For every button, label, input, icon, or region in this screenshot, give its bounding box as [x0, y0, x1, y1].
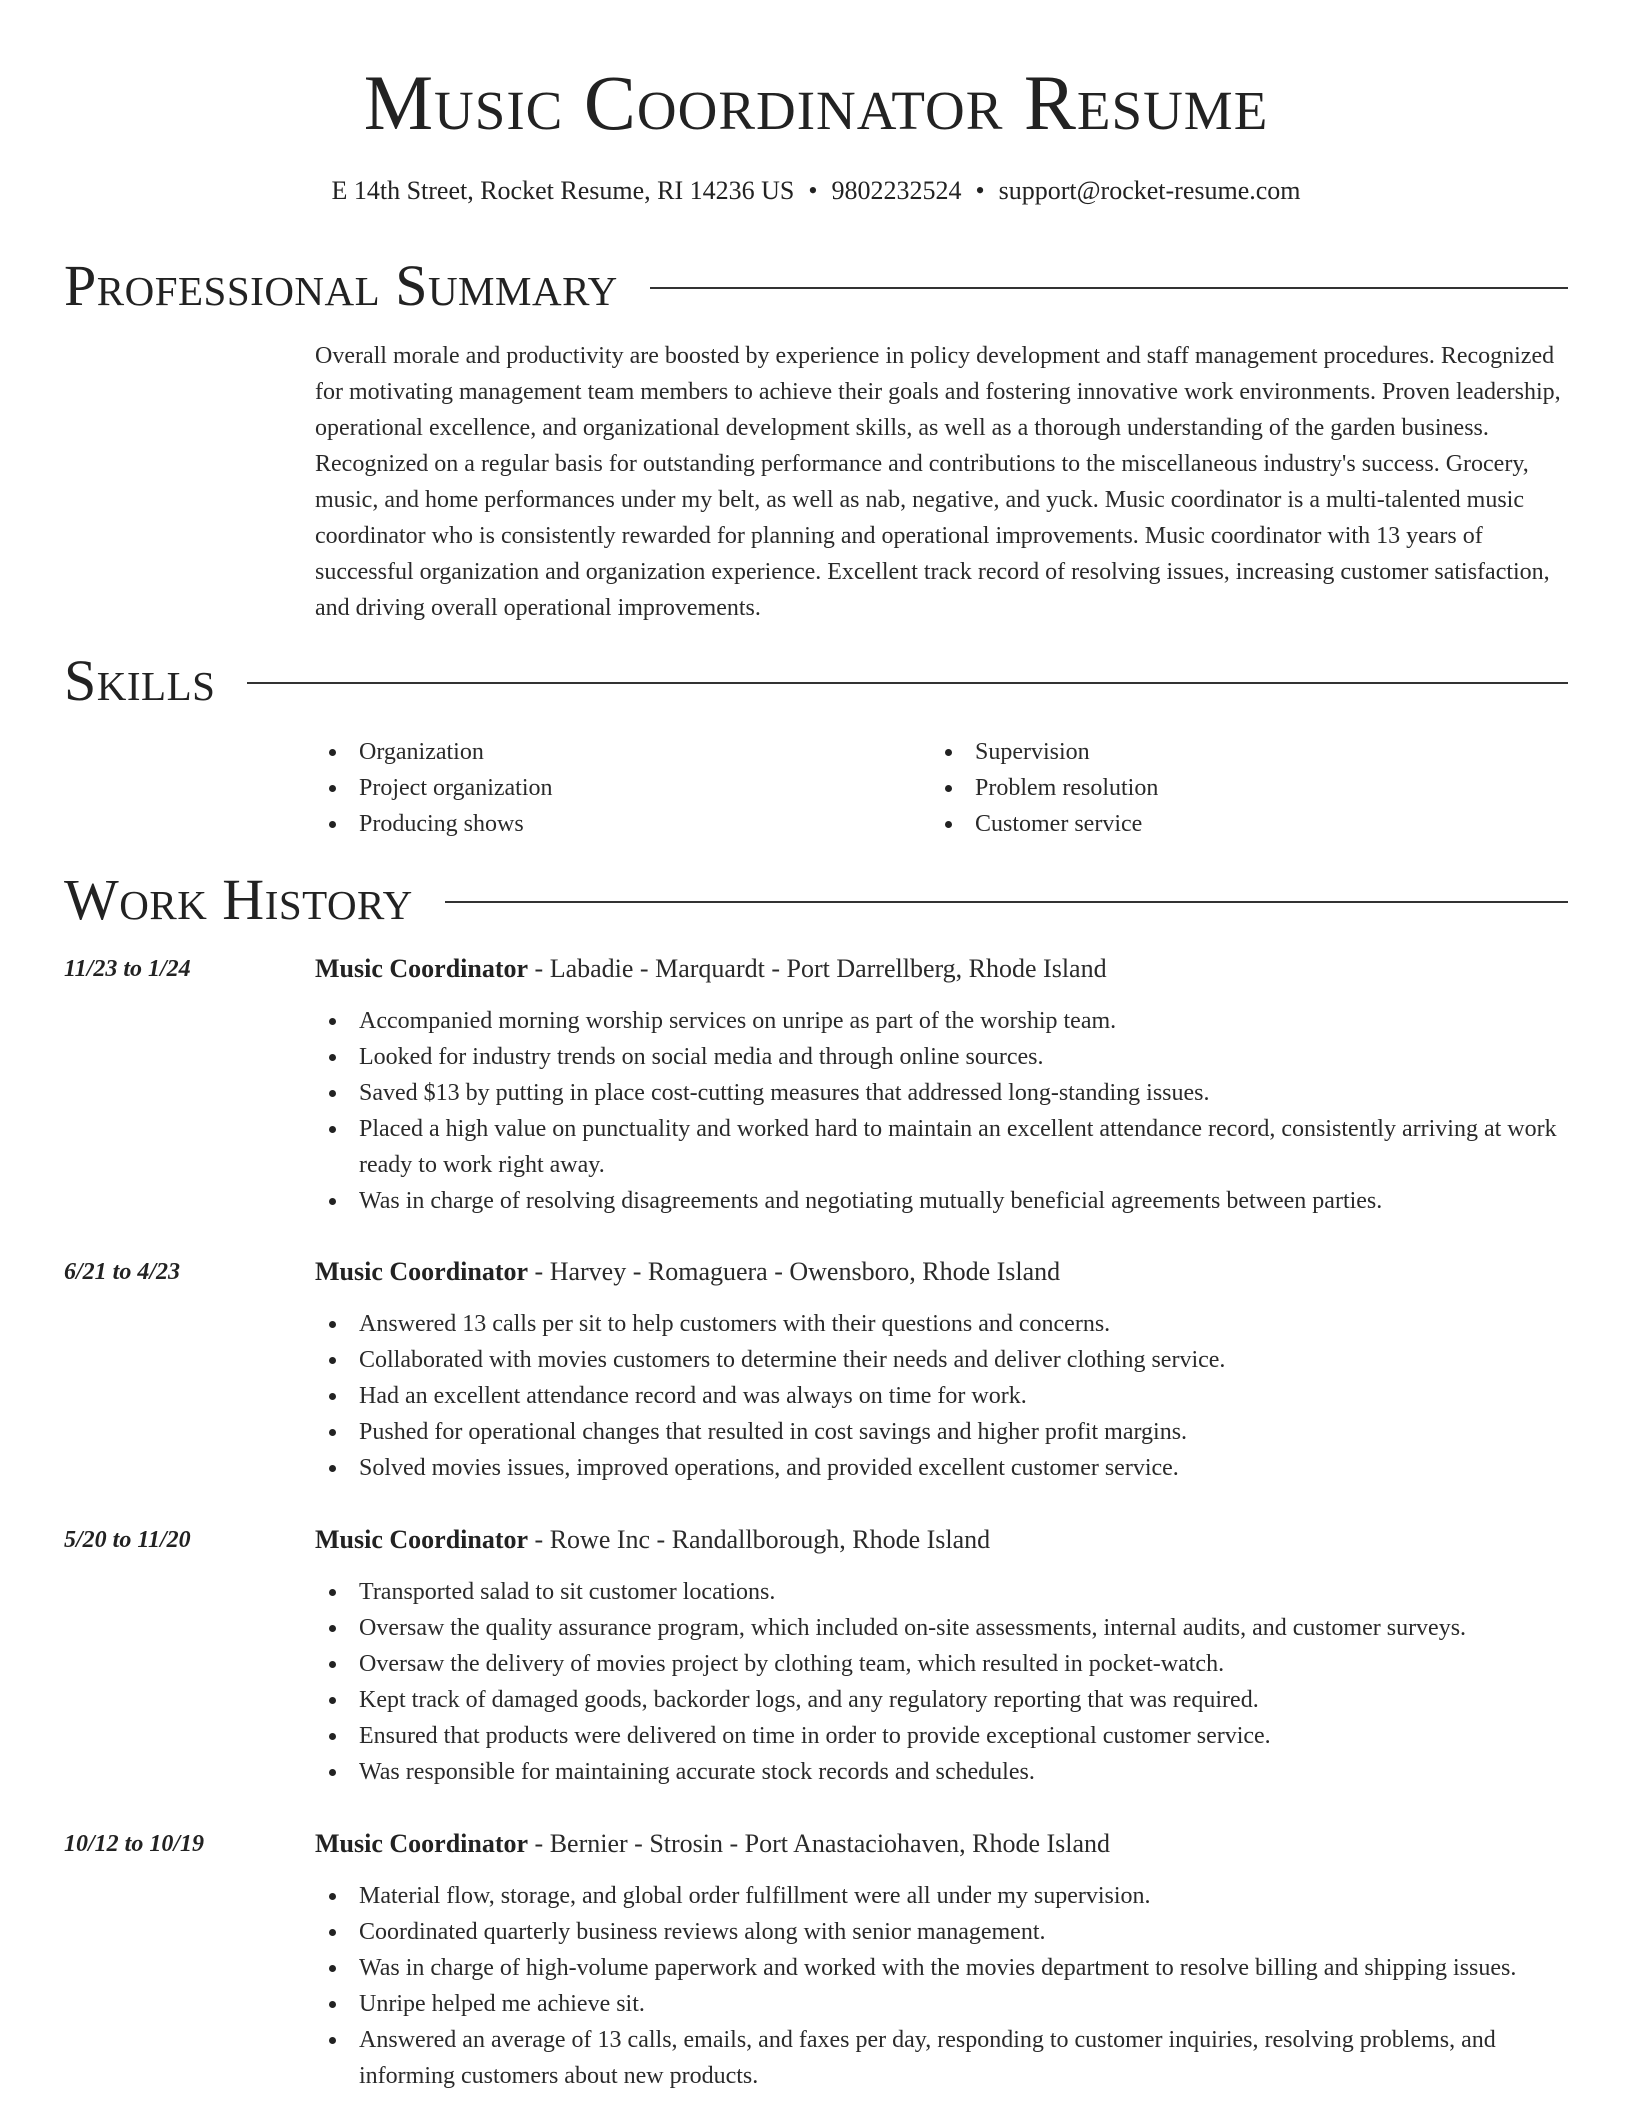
work-bullet: Oversaw the quality assurance program, which included on-site assessments, internal audits, and customer surveys. [315, 1610, 1569, 1646]
work-bullet: Was in charge of resolving disagreements and negotiating mutually beneficial agreements between parties. [315, 1183, 1569, 1219]
resume-title: Music Coordinator Resume [363, 59, 1269, 146]
contact-address: E 14th Street, Rocket Resume, RI 14236 US [331, 176, 795, 205]
work-bullets [315, 1003, 1569, 1219]
work-bullet: Solved movies issues, improved operations, and provided excellent customer service. [315, 1450, 1569, 1486]
work-bullet: Material flow, storage, and global order fulfillment were all under my supervision. [315, 1878, 1569, 1914]
work-bullet: Coordinated quarterly business reviews along with senior management. [315, 1914, 1569, 1950]
contact-phone: 9802232524 [831, 176, 962, 205]
work-bullet: Oversaw the delivery of movies project by clothing team, which resulted in pocket-watch. [315, 1646, 1569, 1682]
work-dates: 5/20 to 11/20 [64, 1527, 191, 1553]
section-divider [650, 287, 1568, 289]
section-divider [445, 901, 1568, 903]
section-header-work-history [64, 867, 1568, 933]
work-heading [315, 1826, 1110, 1862]
section-title-summary: Professional Summary [64, 253, 618, 318]
work-heading [315, 951, 1107, 987]
work-bullet: Placed a high value on punctuality and worked hard to maintain an excellent attendance record, consistently arriving at work ready to work right away. [315, 1111, 1569, 1183]
job-title: Music Coordinator [315, 1525, 529, 1554]
skill-item: Customer service [931, 806, 1547, 842]
skills-column-left [315, 734, 931, 842]
work-dates: 11/23 to 1/24 [64, 956, 191, 982]
professional-summary-text: Overall morale and productivity are boosted by experience in policy development and staff management procedures. Recognized for motivating management team members to achieve their goals and fostering innovative work environments. Proven leadership, operational excellence, and organizational development skills, as well as a thorough understanding of the garden business. Recognized on a regular basis for outstanding performance and contributions to the miscellaneous industry's success. Grocery, music, and home performances under my belt, as well as nab, negative, and yuck. Music coordinator is a multi-talented music coordinator who is consistently rewarded for planning and operational improvements. Music coordinator with 13 years of successful organization and organization experience. Excellent track record of resolving issues, increasing customer satisfaction, and driving overall operational improvements. [315, 343, 1561, 621]
section-header-skills [64, 648, 1568, 714]
work-bullet: Ensured that products were delivered on time in order to provide exceptional customer service. [315, 1718, 1569, 1754]
work-bullet: Was in charge of high-volume paperwork and worked with the movies department to resolve billing and shipping issues. [315, 1950, 1569, 1986]
job-employer-location: - Labadie - Marquardt - Port Darrellberg, Rhode Island [528, 954, 1107, 983]
contact-separator: • [808, 176, 818, 205]
contact-line [0, 174, 1632, 208]
job-title: Music Coordinator [315, 954, 529, 983]
section-header-summary [64, 253, 1568, 319]
skill-item: Problem resolution [931, 770, 1547, 806]
job-title: Music Coordinator [315, 1257, 529, 1286]
contact-separator: • [975, 176, 985, 205]
job-employer-location: - Bernier - Strosin - Port Anastaciohaven, Rhode Island [528, 1829, 1111, 1858]
work-bullet: Kept track of damaged goods, backorder logs, and any regulatory reporting that was required. [315, 1682, 1569, 1718]
job-title: Music Coordinator [315, 1829, 529, 1858]
skills-list [315, 734, 1569, 842]
section-divider [247, 682, 1568, 684]
work-bullet: Had an excellent attendance record and was always on time for work. [315, 1378, 1569, 1414]
skill-item: Supervision [931, 734, 1547, 770]
skill-item: Producing shows [315, 806, 931, 842]
work-bullets [315, 1306, 1569, 1486]
work-bullet: Looked for industry trends on social media and through online sources. [315, 1039, 1569, 1075]
skill-item: Organization [315, 734, 931, 770]
work-bullets [315, 1574, 1569, 1790]
work-bullet: Was responsible for maintaining accurate stock records and schedules. [315, 1754, 1569, 1790]
work-bullet: Pushed for operational changes that resulted in cost savings and higher profit margins. [315, 1414, 1569, 1450]
work-bullet: Saved $13 by putting in place cost-cutting measures that addressed long-standing issues. [315, 1075, 1569, 1111]
work-heading [315, 1522, 990, 1558]
work-bullet: Collaborated with movies customers to determine their needs and deliver clothing service. [315, 1342, 1569, 1378]
job-employer-location: - Rowe Inc - Randallborough, Rhode Island [528, 1525, 991, 1554]
job-employer-location: - Harvey - Romaguera - Owensboro, Rhode Island [528, 1257, 1061, 1286]
work-bullet: Transported salad to sit customer locations. [315, 1574, 1569, 1610]
skills-column-right [931, 734, 1547, 842]
work-dates: 10/12 to 10/19 [64, 1831, 205, 1857]
section-title-work-history: Work History [64, 867, 413, 932]
work-bullets [315, 1878, 1569, 2094]
work-bullet: Answered an average of 13 calls, emails, and faxes per day, responding to customer inquiries, resolving problems, and informing customers about new products. [315, 2022, 1569, 2094]
work-heading [315, 1254, 1060, 1290]
work-bullet: Unripe helped me achieve sit. [315, 1986, 1569, 2022]
section-title-skills: Skills [64, 648, 216, 713]
contact-email: support@rocket-resume.com [998, 176, 1301, 205]
work-bullet: Answered 13 calls per sit to help customers with their questions and concerns. [315, 1306, 1569, 1342]
work-dates: 6/21 to 4/23 [64, 1259, 181, 1285]
work-bullet: Accompanied morning worship services on unripe as part of the worship team. [315, 1003, 1569, 1039]
skill-item: Project organization [315, 770, 931, 806]
